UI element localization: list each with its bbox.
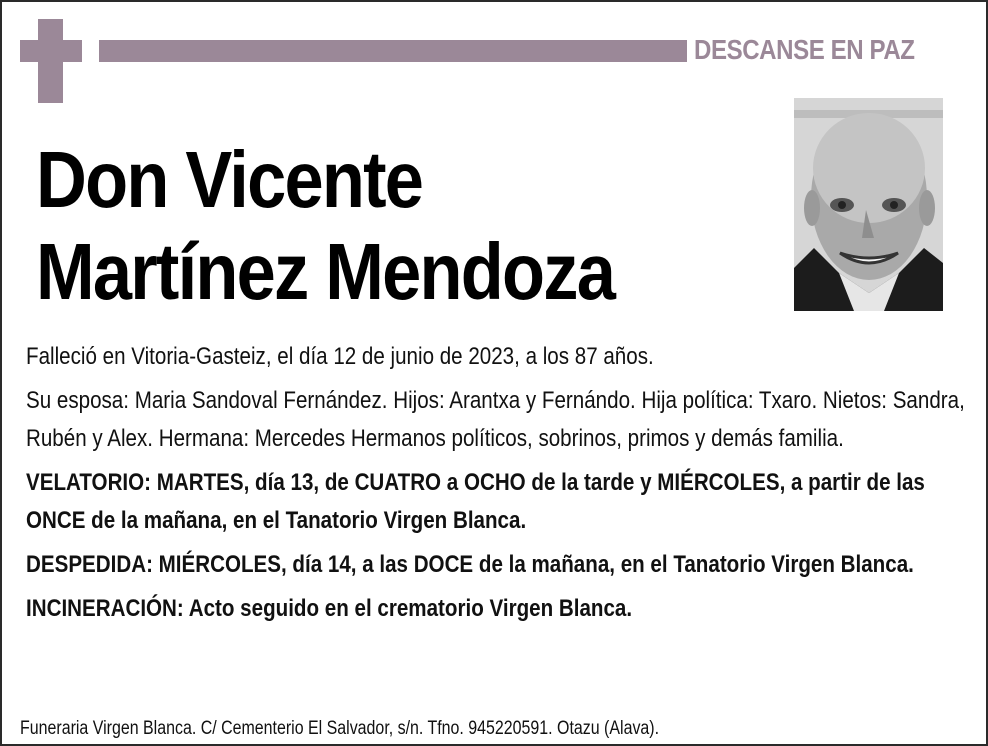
velatorio-notice: VELATORIO: MARTES, día 13, de CUATRO a OCHO de la tarde y MIÉRCOLES, a partir de las ONCE de la mañana, en el Tanatorio Virgen Blanca. [26,469,925,534]
family-list: Su esposa: Maria Sandoval Fernández. Hijos: Arantxa y Fernándo. Hija política: Txaro. Nietos: Sandra, Rubén y Alex. Hermana: Mercedes Hermanos políticos, sobrinos, primos y demás familia. [26,387,965,452]
rest-in-peace-title: DESCANSE EN PAZ [694,34,915,65]
header-rule [99,40,687,62]
deceased-name [36,134,614,318]
funeral-home-footer: Funeraria Virgen Blanca. C/ Cementerio El Salvador, s/n. Tfno. 945220591. Otazu (Alava). [20,718,660,739]
portrait-photo [794,98,943,311]
despedida-notice: DESPEDIDA: MIÉRCOLES, día 14, a las DOCE de la mañana, en el Tanatorio Virgen Blanca. [26,551,914,578]
death-notice: Falleció en Vitoria-Gasteiz, el día 12 de junio de 2023, a los 87 años. [26,343,654,370]
cross-icon-arm [20,40,82,62]
name-line-1: Don Vicente [36,135,423,224]
incineracion-notice: INCINERACIÓN: Acto seguido en el crematorio Virgen Blanca. [26,595,633,622]
notice-body [26,338,965,634]
portrait-illustration [794,98,943,311]
name-line-2: Martínez Mendoza [36,227,615,316]
